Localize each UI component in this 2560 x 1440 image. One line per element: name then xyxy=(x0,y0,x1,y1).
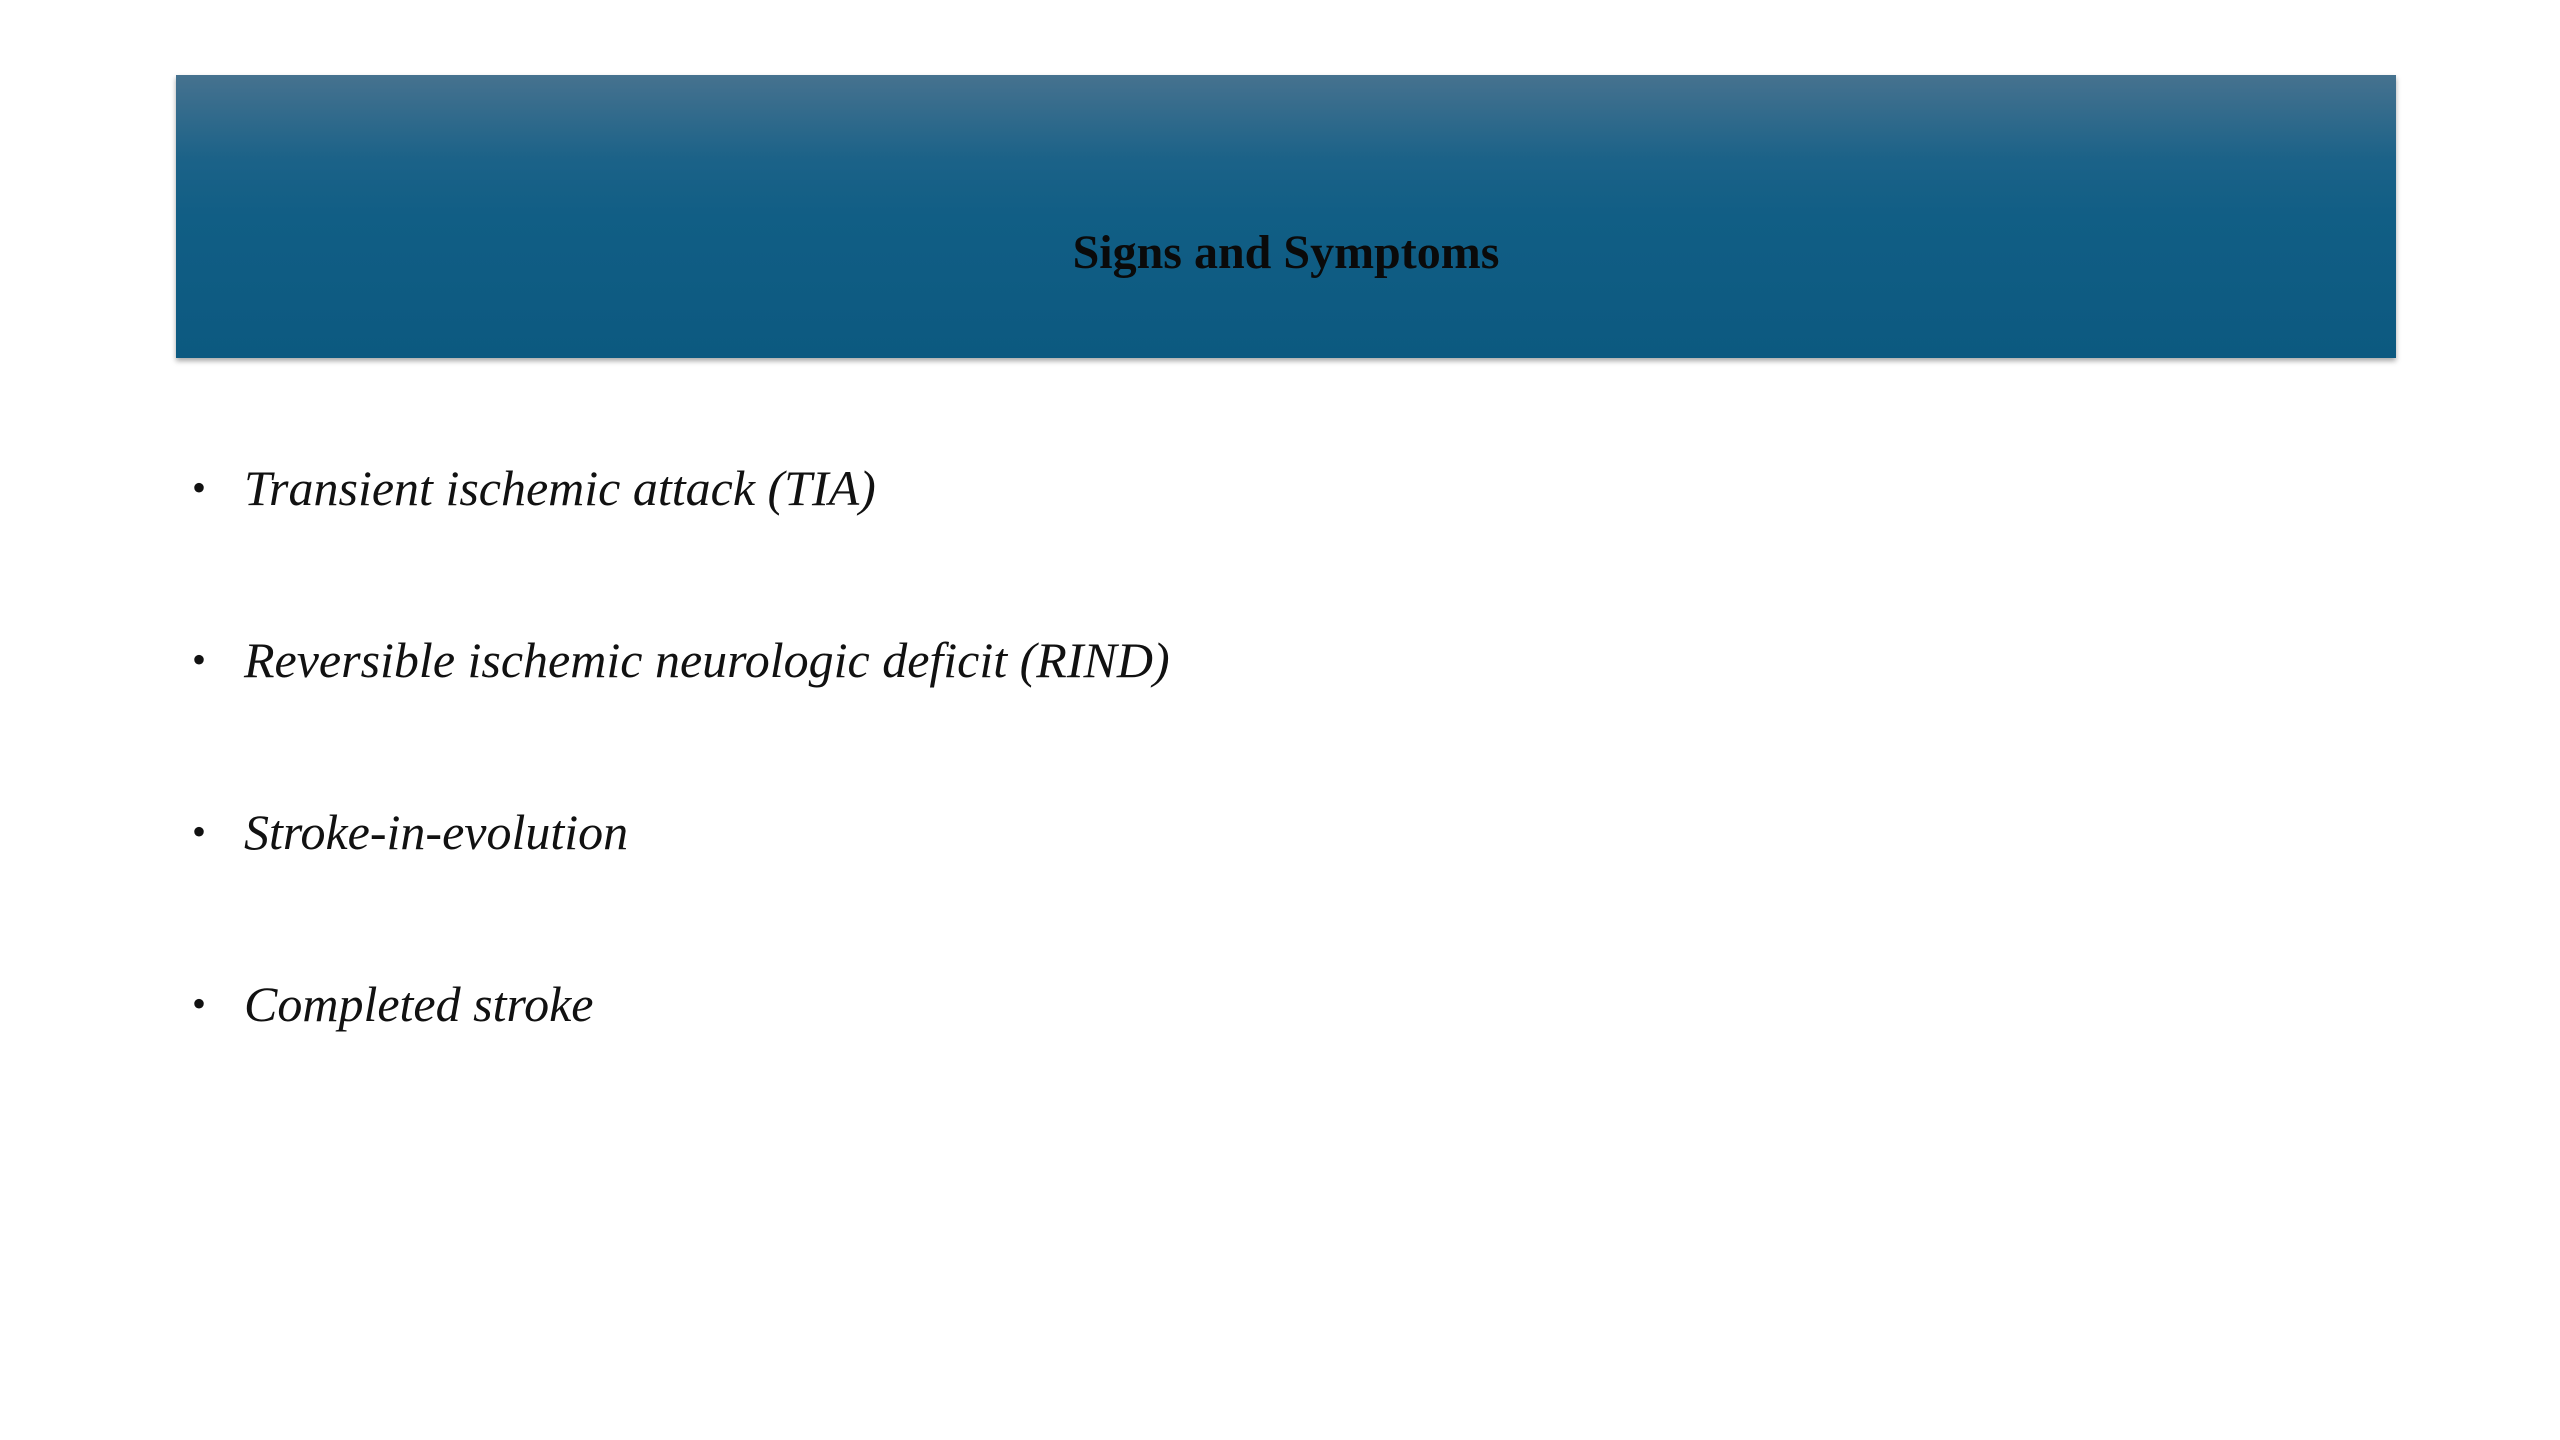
bullet-icon: • xyxy=(192,981,207,1026)
bullet-text: Stroke-in-evolution xyxy=(244,804,629,860)
bullet-icon: • xyxy=(192,809,207,854)
bullet-text: Reversible ischemic neurologic deficit (RIND) xyxy=(244,632,1170,688)
title-banner xyxy=(176,75,2396,358)
bullet-text: Transient ischemic attack (TIA) xyxy=(244,460,876,516)
bullet-icon: • xyxy=(192,465,207,510)
bullet-icon: • xyxy=(192,637,207,682)
bullet-text: Completed stroke xyxy=(244,976,594,1032)
slide-title: Signs and Symptoms xyxy=(1072,226,1500,279)
